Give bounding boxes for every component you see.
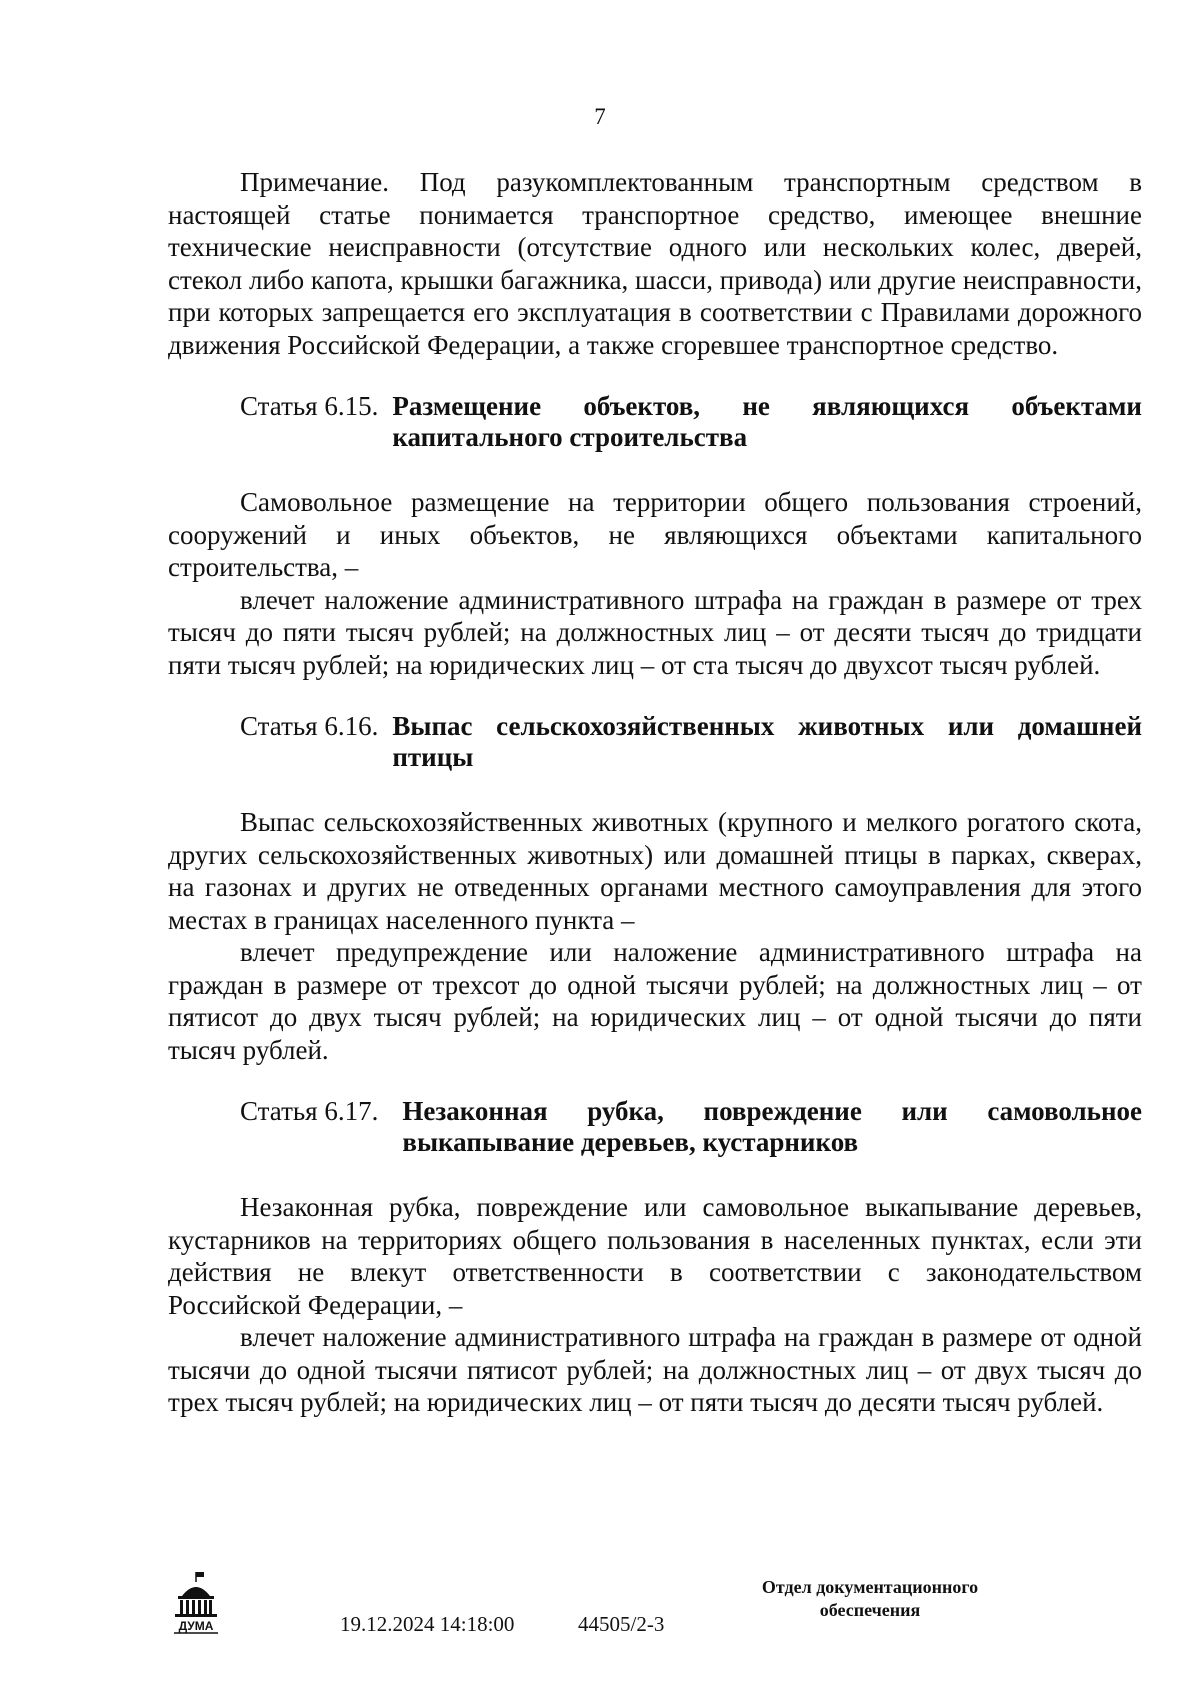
article-heading-6-16 — [240, 711, 1142, 773]
page-number: 7 — [594, 104, 606, 129]
duma-building-logo-icon — [172, 1570, 220, 1636]
article-sanction: влечет предупреждение или наложение административного штрафа на граждан в размере от трехсот до одной тысячи рублей; на должностных лиц – от пятисот до двух тысяч рублей; на юридических лиц – от одной тысячи до пяти тысяч рублей. — [168, 937, 1142, 1065]
article-heading-6-15 — [240, 391, 1142, 453]
article-sanction: влечет наложение административного штрафа на граждан в размере от одной тысячи до одной тысячи пятисот рублей; на должностных лиц – от двух тысяч до трех тысяч рублей; на юридических лиц – от пяти тысяч до десяти тысяч рублей. — [168, 1322, 1142, 1417]
article-label: Статья 6.17. — [240, 1096, 379, 1126]
article-title: Выпас сельскохозяйственных животных или домашней птицы — [392, 711, 1142, 772]
article-label: Статья 6.16. — [240, 711, 379, 741]
article-label: Статья 6.15. — [240, 391, 379, 421]
duma-logo-text: ДУМА — [178, 1619, 214, 1633]
article-heading-6-17 — [240, 1096, 1142, 1158]
footer-department-line1: Отдел документационного — [761, 1577, 979, 1597]
article-disposition: Незаконная рубка, повреждение или самовольное выкапывание деревьев, кустарников на территориях общего пользования в населенных пунктах, если эти действия не влекут ответственности в соответствии с законодательством Российской Федерации, – — [168, 1192, 1142, 1320]
article-title: Незаконная рубка, повреждение или самовольное выкапывание деревьев, кустарников — [402, 1096, 1142, 1157]
note-paragraph: Примечание. Под разукомплектованным транспортным средством в настоящей статье понимается транспортное средство, имеющее внешние технические неисправности (отсутствие одного или нескольких колес, дверей, стекол либо капота, крышки багажника, шасси, привода) или другие неисправности, при которых запрещается его эксплуатация в соответствии с Правилами дорожного движения Российской Федерации, а также сгоревшее транспортное средство. — [168, 167, 1142, 360]
footer-doc-code: 44505/2-3 — [578, 1612, 665, 1636]
page-footer — [0, 1570, 1200, 1650]
article-disposition: Самовольное размещение на территории общего пользования строений, сооружений и иных объектов, не являющихся объектами капитального строительства, – — [168, 487, 1142, 582]
footer-department-line2: обеспечения — [819, 1600, 921, 1620]
article-title: Размещение объектов, не являющихся объектами капитального строительства — [392, 391, 1142, 452]
article-disposition: Выпас сельскохозяйственных животных (крупного и мелкого рогатого скота, других сельскохозяйственных животных) или домашней птицы в парках, скверах, на газонах и других не отведенных органами местного самоуправления для этого местах в границах населенного пункта – — [168, 807, 1142, 935]
footer-datetime: 19.12.2024 14:18:00 — [340, 1612, 515, 1636]
footer-department — [740, 1576, 1000, 1622]
article-sanction: влечет наложение административного штрафа на граждан в размере от трех тысяч до пяти тысяч рублей; на должностных лиц – от десяти тысяч до тридцати пяти тысяч рублей; на юридических лиц – от ста тысяч до двухсот тысяч рублей. — [168, 584, 1142, 680]
document-body — [168, 166, 1142, 1419]
